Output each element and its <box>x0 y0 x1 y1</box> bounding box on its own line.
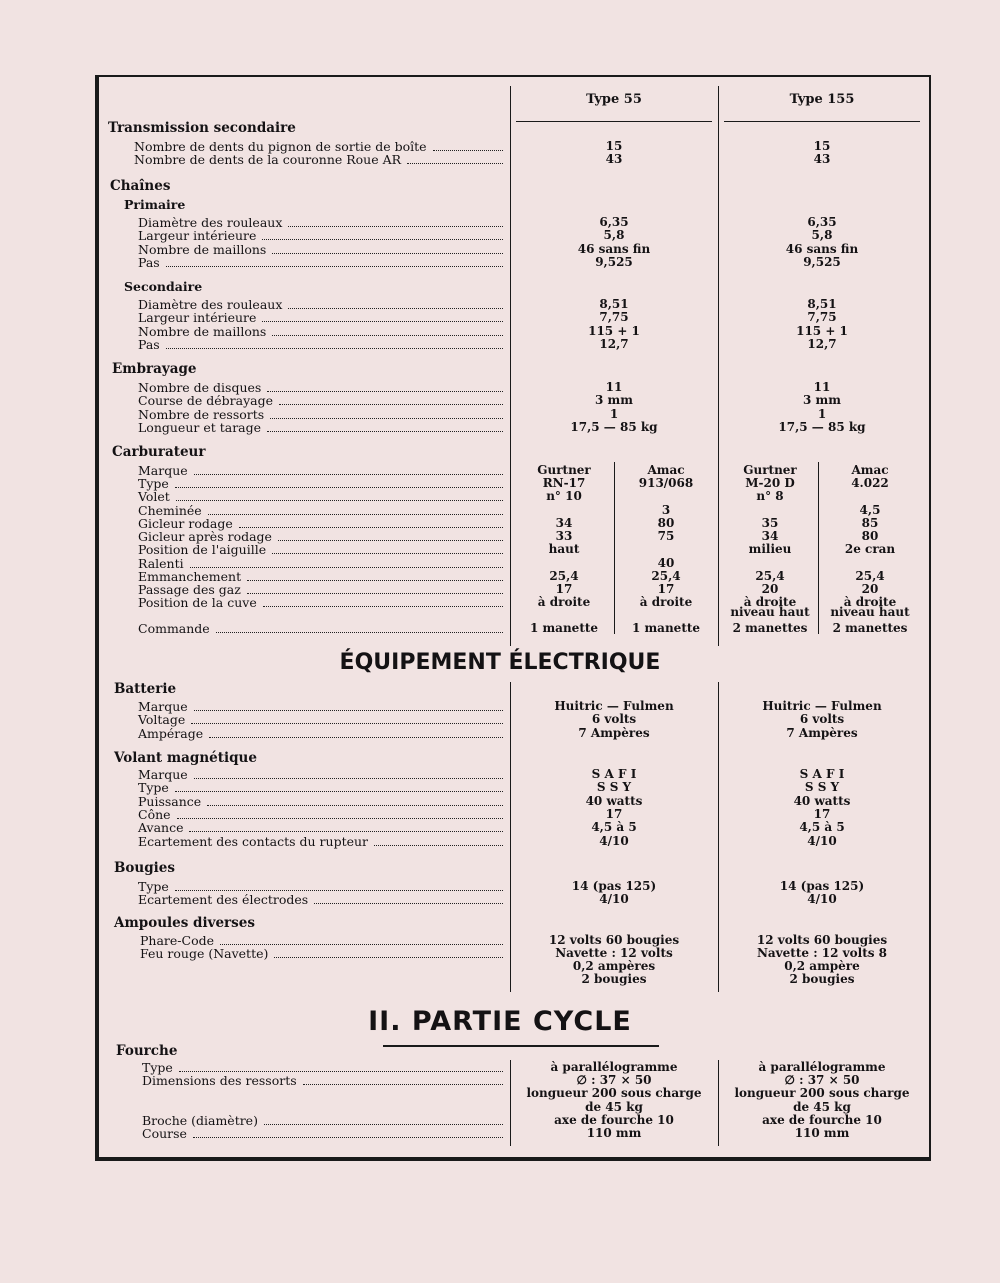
value-type55-gurtner: haut <box>548 542 580 556</box>
value-type155-amac: Amac <box>851 463 889 477</box>
value-type55: S A F I <box>591 767 637 781</box>
spec-label: Course <box>142 1126 187 1141</box>
value-type155: 4,5 à 5 <box>799 820 845 835</box>
spec-label: Position de l'aiguille <box>138 542 267 557</box>
value-type55: 4/10 <box>599 892 629 906</box>
value-type155: 40 watts <box>793 793 851 808</box>
leader-dots <box>179 1071 503 1072</box>
value-type155: axe de fourche 10 <box>762 1112 882 1127</box>
value-type55: 2 bougies <box>581 972 647 986</box>
value-type55: de 45 kg <box>585 1099 643 1114</box>
spec-label: Ecartement des électrodes <box>138 892 309 907</box>
value-type55-gurtner: 33 <box>555 529 573 543</box>
value-type55: 11 <box>605 380 623 394</box>
leader-dots <box>194 474 503 475</box>
column-divider-2 <box>718 86 719 646</box>
value-type155: 12 volts 60 bougies <box>756 933 888 947</box>
spec-label: Puissance <box>138 793 202 809</box>
spec-label: Nombre de maillons <box>138 323 267 339</box>
value-type155-gurtner: 20 <box>761 582 779 596</box>
value-type155-amac: niveau haut <box>830 605 910 619</box>
leader-dots <box>190 567 503 568</box>
leader-dots <box>270 418 503 419</box>
value-type155: 4/10 <box>807 892 837 906</box>
value-type155: 14 (pas 125) <box>779 879 865 893</box>
spec-label: Feu rouge (Navette) <box>140 946 269 961</box>
value-type55-amac: 3 <box>661 503 671 517</box>
spec-label: Type <box>138 879 169 894</box>
value-type155: 9,525 <box>803 254 841 269</box>
value-type55: 4/10 <box>599 833 629 848</box>
leader-dots <box>166 266 503 267</box>
leader-dots <box>207 805 503 806</box>
spec-label: Nombre de ressorts <box>138 406 265 422</box>
section-title: Embrayage <box>112 361 197 377</box>
leader-dots <box>267 431 503 432</box>
leader-dots <box>193 1137 503 1138</box>
value-type55: 7 Ampères <box>578 725 650 740</box>
value-type55: longueur 200 sous charge <box>526 1086 702 1101</box>
value-type55-amac: 75 <box>657 529 675 543</box>
spec-label: Commande <box>138 621 210 636</box>
leader-dots <box>247 580 503 581</box>
leader-dots <box>177 818 503 819</box>
spec-label: Diamètre des rouleaux <box>138 297 283 312</box>
leader-dots <box>262 321 503 322</box>
value-type55: 6,35 <box>599 215 629 229</box>
leader-dots <box>176 500 503 501</box>
value-type55: 1 <box>609 406 619 421</box>
spec-label: Gicleur rodage <box>138 516 233 531</box>
spec-label: Nombre de maillons <box>138 241 267 257</box>
section-title: Ampoules diverses <box>114 915 255 931</box>
value-type155: 7 Ampères <box>786 725 858 740</box>
value-type55: 14 (pas 125) <box>571 879 657 893</box>
value-type155: 115 + 1 <box>796 323 848 338</box>
value-type155: 11 <box>813 380 831 394</box>
value-type155: S S Y <box>804 780 840 795</box>
value-type155-gurtner: à droite <box>743 595 797 609</box>
leader-dots <box>303 1084 503 1085</box>
value-type55: 17,5 — 85 kg <box>570 419 658 434</box>
leader-dots <box>194 710 503 711</box>
value-type55: 4,5 à 5 <box>591 820 637 835</box>
partie-cycle-title: II. PARTIE CYCLE <box>368 1006 632 1037</box>
value-type155: 3 mm <box>803 393 841 408</box>
section-title: Batterie <box>114 681 177 697</box>
value-type55: 12,7 <box>599 336 629 351</box>
value-type155: 4/10 <box>807 833 837 848</box>
value-type155-amac: 4.022 <box>851 476 889 490</box>
value-type55: 17 <box>605 806 623 821</box>
spec-label: Pas <box>138 336 160 352</box>
leader-dots <box>220 944 503 945</box>
value-type155: 7,75 <box>807 310 837 325</box>
value-type155: de 45 kg <box>793 1099 851 1114</box>
leader-dots <box>272 253 503 254</box>
leader-dots <box>272 335 503 336</box>
value-type155: 6,35 <box>807 215 837 229</box>
value-type55: 12 volts 60 bougies <box>548 933 680 947</box>
leader-dots <box>314 903 503 904</box>
spec-label: Marque <box>138 767 188 782</box>
spec-label: Marque <box>138 463 188 478</box>
header-rule-155 <box>724 121 920 122</box>
leader-dots <box>288 226 503 227</box>
value-type155-gurtner: 34 <box>761 529 779 543</box>
value-type155: 0,2 ampère <box>784 959 860 973</box>
leader-dots <box>189 831 503 832</box>
spec-label: Ralenti <box>138 556 184 571</box>
value-type55-amac: 1 manette <box>631 621 701 635</box>
spec-label: Type <box>138 476 169 491</box>
leader-dots <box>279 404 503 405</box>
leader-dots <box>267 391 503 392</box>
value-type55: 9,525 <box>595 254 633 269</box>
value-type55: 40 watts <box>585 793 643 808</box>
spec-label: Marque <box>138 699 188 714</box>
value-type55-amac: Amac <box>647 463 685 477</box>
value-type55: 3 mm <box>595 393 633 408</box>
spec-label: Ecartement des contacts du rupteur <box>138 833 369 849</box>
spec-label: Position de la cuve <box>138 595 257 610</box>
value-type155: 8,51 <box>807 297 837 311</box>
leader-dots <box>208 514 503 515</box>
value-type155-gurtner: niveau haut <box>730 605 810 619</box>
value-type155: 17,5 — 85 kg <box>778 419 866 434</box>
spec-label: Dimensions des ressorts <box>142 1073 297 1089</box>
spec-label: Largeur intérieure <box>138 228 257 244</box>
value-type155: Navette : 12 volts 8 <box>756 946 888 960</box>
spec-label: Gicleur après rodage <box>138 529 272 544</box>
spec-label: Broche (diamètre) <box>142 1112 258 1128</box>
spec-label: Emmanchement <box>138 569 242 584</box>
leader-dots <box>175 487 503 488</box>
leader-dots <box>194 778 503 779</box>
value-type55: S S Y <box>596 780 632 795</box>
value-type55-amac: 17 <box>657 582 675 596</box>
value-type155-gurtner: 2 manettes <box>732 621 808 635</box>
leader-dots <box>272 553 503 554</box>
value-type55: 115 + 1 <box>588 323 640 338</box>
spec-label: Course de débrayage <box>138 393 274 409</box>
partie-cycle-underline <box>383 1045 659 1047</box>
value-type55-amac: 913/068 <box>638 476 694 490</box>
value-type55-gurtner: 1 manette <box>529 621 599 635</box>
value-type55: Navette : 12 volts <box>555 946 673 960</box>
value-type155: 1 <box>817 406 827 421</box>
value-type55-gurtner: à droite <box>537 595 591 609</box>
leader-dots <box>247 593 503 594</box>
value-type155-gurtner: 25,4 <box>755 569 785 583</box>
value-type155: ∅ : 37 × 50 <box>784 1073 860 1088</box>
section-title: Carburateur <box>112 444 206 460</box>
leader-dots <box>175 890 503 891</box>
column-header-type55: Type 55 <box>586 92 642 107</box>
value-type55: Huitric — Fulmen <box>554 699 674 713</box>
spec-label: Longueur et tarage <box>138 419 262 435</box>
value-type55: ∅ : 37 × 50 <box>576 1073 652 1088</box>
value-type55: 0,2 ampères <box>572 959 656 973</box>
value-type55-gurtner: RN-17 <box>542 476 586 490</box>
spec-label: Avance <box>138 820 184 836</box>
section-title: Volant magnétique <box>114 750 257 766</box>
value-type155: 43 <box>813 152 831 166</box>
value-type155-amac: 2e cran <box>844 542 896 556</box>
spec-label: Nombre de dents de la couronne Roue AR <box>134 152 402 167</box>
leader-dots <box>407 163 503 164</box>
value-type55: 5,8 <box>603 228 625 243</box>
leader-dots <box>191 723 503 724</box>
leader-dots <box>263 606 503 607</box>
spec-label: Passage des gaz <box>138 582 241 597</box>
value-type155-amac: 4,5 <box>859 503 881 517</box>
leader-dots <box>278 540 503 541</box>
value-type155: 12,7 <box>807 336 837 351</box>
value-type155-gurtner: 35 <box>761 516 779 530</box>
value-type155: 46 sans fin <box>785 241 859 256</box>
value-type155-amac: 80 <box>861 529 879 543</box>
spec-label: Phare-Code <box>140 933 214 948</box>
value-type155-gurtner: M-20 D <box>745 476 795 490</box>
value-type155-amac: 85 <box>861 516 879 530</box>
value-type155-amac: 2 manettes <box>832 621 908 635</box>
value-type55-gurtner: 17 <box>555 582 573 596</box>
value-type155-gurtner: Gurtner <box>743 463 797 477</box>
header-rule-55 <box>516 121 712 122</box>
value-type155-amac: à droite <box>843 595 897 609</box>
section-title: Bougies <box>114 860 175 876</box>
spec-label: Type <box>142 1060 173 1075</box>
equipement-title: ÉQUIPEMENT ÉLECTRIQUE <box>339 650 661 675</box>
value-type55-amac: à droite <box>639 595 693 609</box>
spec-label: Ampérage <box>138 725 204 741</box>
spec-label: Pas <box>138 254 160 270</box>
section-title: Chaînes <box>110 178 171 194</box>
value-type155-amac: 25,4 <box>855 569 885 583</box>
section-title: Secondaire <box>124 279 203 294</box>
value-type155-gurtner: milieu <box>748 542 792 556</box>
value-type155: à parallélogramme <box>758 1060 886 1074</box>
value-type55-gurtner: 25,4 <box>549 569 579 583</box>
spec-label: Nombre de dents du pignon de sortie de boîte <box>134 139 427 154</box>
value-type155: 17 <box>813 806 831 821</box>
value-type155: 15 <box>813 139 831 153</box>
value-type55: axe de fourche 10 <box>554 1112 674 1127</box>
spec-label: Voltage <box>138 712 186 728</box>
value-type55-gurtner: 34 <box>555 516 573 530</box>
value-type55: 8,51 <box>599 297 629 311</box>
value-type55-amac: 25,4 <box>651 569 681 583</box>
value-type55-gurtner: Gurtner <box>537 463 591 477</box>
value-type55: 6 volts <box>591 712 637 727</box>
value-type55-amac: 40 <box>657 556 675 570</box>
leader-dots <box>209 737 503 738</box>
value-type155: 2 bougies <box>789 972 855 986</box>
spec-label: Diamètre des rouleaux <box>138 215 283 230</box>
value-type155: 5,8 <box>811 228 833 243</box>
value-type155: longueur 200 sous charge <box>734 1086 910 1101</box>
leader-dots <box>166 348 503 349</box>
spec-label: Volet <box>138 489 170 504</box>
value-type155: 6 volts <box>799 712 845 727</box>
value-type55: 46 sans fin <box>577 241 651 256</box>
value-type55: 110 mm <box>586 1126 642 1140</box>
value-type55-amac: 80 <box>657 516 675 530</box>
section-title: Primaire <box>124 197 186 212</box>
value-type55: 7,75 <box>599 310 629 325</box>
value-type155: Huitric — Fulmen <box>762 699 882 713</box>
leader-dots <box>239 527 503 528</box>
column-divider-1 <box>510 86 511 646</box>
spec-label: Cône <box>138 806 171 822</box>
leader-dots <box>216 632 503 633</box>
value-type155-amac: 20 <box>861 582 879 596</box>
leader-dots <box>264 1124 503 1125</box>
leader-dots <box>374 845 503 846</box>
leader-dots <box>262 239 503 240</box>
leader-dots <box>288 308 503 309</box>
value-type155-gurtner: n° 8 <box>756 489 784 503</box>
leader-dots <box>433 150 503 151</box>
value-type55: 43 <box>605 152 623 166</box>
spec-label: Cheminée <box>138 503 202 518</box>
value-type155: 110 mm <box>794 1126 850 1140</box>
value-type55: 15 <box>605 139 623 153</box>
spec-label: Nombre de disques <box>138 380 262 395</box>
section-title: Fourche <box>116 1043 178 1059</box>
value-type55-gurtner: n° 10 <box>546 489 582 503</box>
leader-dots <box>274 957 503 958</box>
value-type55: à parallélogramme <box>550 1060 678 1074</box>
leader-dots <box>175 791 503 792</box>
column-header-type155: Type 155 <box>789 92 855 107</box>
spec-label: Type <box>138 780 169 796</box>
value-type155: S A F I <box>799 767 845 781</box>
spec-label: Largeur intérieure <box>138 310 257 326</box>
section-title: Transmission secondaire <box>108 120 296 136</box>
